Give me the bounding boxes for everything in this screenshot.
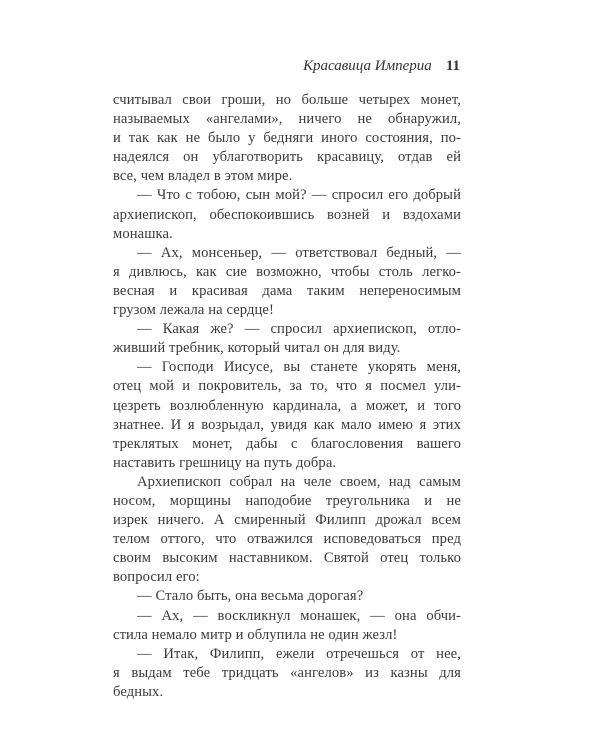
text-line: живший требник, который читал он для виду. bbox=[113, 340, 401, 357]
text-line: монашка. bbox=[113, 225, 173, 242]
text-line: грузом лежала на сердце! bbox=[113, 302, 274, 319]
text-line: называемых «ангелами», ничего не обнаружил, bbox=[113, 111, 461, 128]
text-line: считывал свои гроши, но больше четырех монет, bbox=[113, 92, 461, 108]
text-line: своим высоким наставником. Святой отец только bbox=[113, 550, 461, 567]
text-line: — Господи Иисусе, вы станете укорять меня, bbox=[137, 359, 461, 376]
text-line: наставить грешницу на путь добра. bbox=[113, 454, 337, 471]
text-line: — Что с тобою, сын мой? — спросил его добрый bbox=[137, 187, 461, 204]
text-line: архиепископ, обеспокоившись возней и вздохами bbox=[113, 206, 461, 223]
text-line: весная и красивая дама таким непереносимым bbox=[113, 282, 461, 299]
running-title: Красавица Империа bbox=[303, 58, 432, 74]
text-line: изрек ничего. А смиренный Филипп дрожал всем bbox=[113, 512, 461, 529]
text-line: я выдам тебе тридцать «ангелов» из казны для bbox=[113, 664, 461, 681]
text-line: Архиепископ собрал на челе своем, над самым bbox=[137, 473, 461, 490]
text-line: — Ах, — воскликнул монашек, — она обчи- bbox=[137, 607, 461, 624]
text-line: все, чем владел в этом мире. bbox=[113, 168, 293, 185]
text-line: — Итак, Филипп, ежели отречешься от нее, bbox=[137, 645, 461, 662]
text-line: надеялся он ублаготворить красавицу, отдав ей bbox=[113, 149, 461, 166]
body-text bbox=[113, 91, 461, 702]
running-head bbox=[303, 58, 460, 75]
text-line: — Стало быть, она весьма дорогая? bbox=[137, 588, 364, 605]
text-line: я дивлюсь, как сие возможно, чтобы столь легко- bbox=[113, 263, 461, 280]
text-line: носом, морщины наподобие треугольника и не bbox=[113, 492, 461, 509]
text-line: бедных. bbox=[113, 683, 164, 700]
text-line: и так как не было у бедняги иного состояния, по- bbox=[113, 130, 461, 147]
text-line: вопросил его: bbox=[113, 569, 200, 586]
text-line: телом оттого, что отважился исповедоваться пред bbox=[113, 531, 461, 548]
text-line: стила немало митр и облупила не один жезл! bbox=[113, 626, 398, 643]
text-line: знатнее. И я возрыдал, увидя как мало имею я этих bbox=[113, 416, 461, 433]
text-line: отец мой и покровитель, за то, что я посмел ули- bbox=[113, 378, 461, 395]
text-line: — Ах, монсеньер, — ответствовал бедный, — bbox=[137, 244, 461, 261]
text-line: цезреть возлюбленную кардинала, а может, и того bbox=[113, 397, 461, 414]
page-number: 11 bbox=[445, 58, 460, 74]
text-line: треклятых монет, дабы с благословения вашего bbox=[113, 435, 461, 452]
text-line: — Какая же? — спросил архиепископ, отло- bbox=[137, 321, 461, 338]
